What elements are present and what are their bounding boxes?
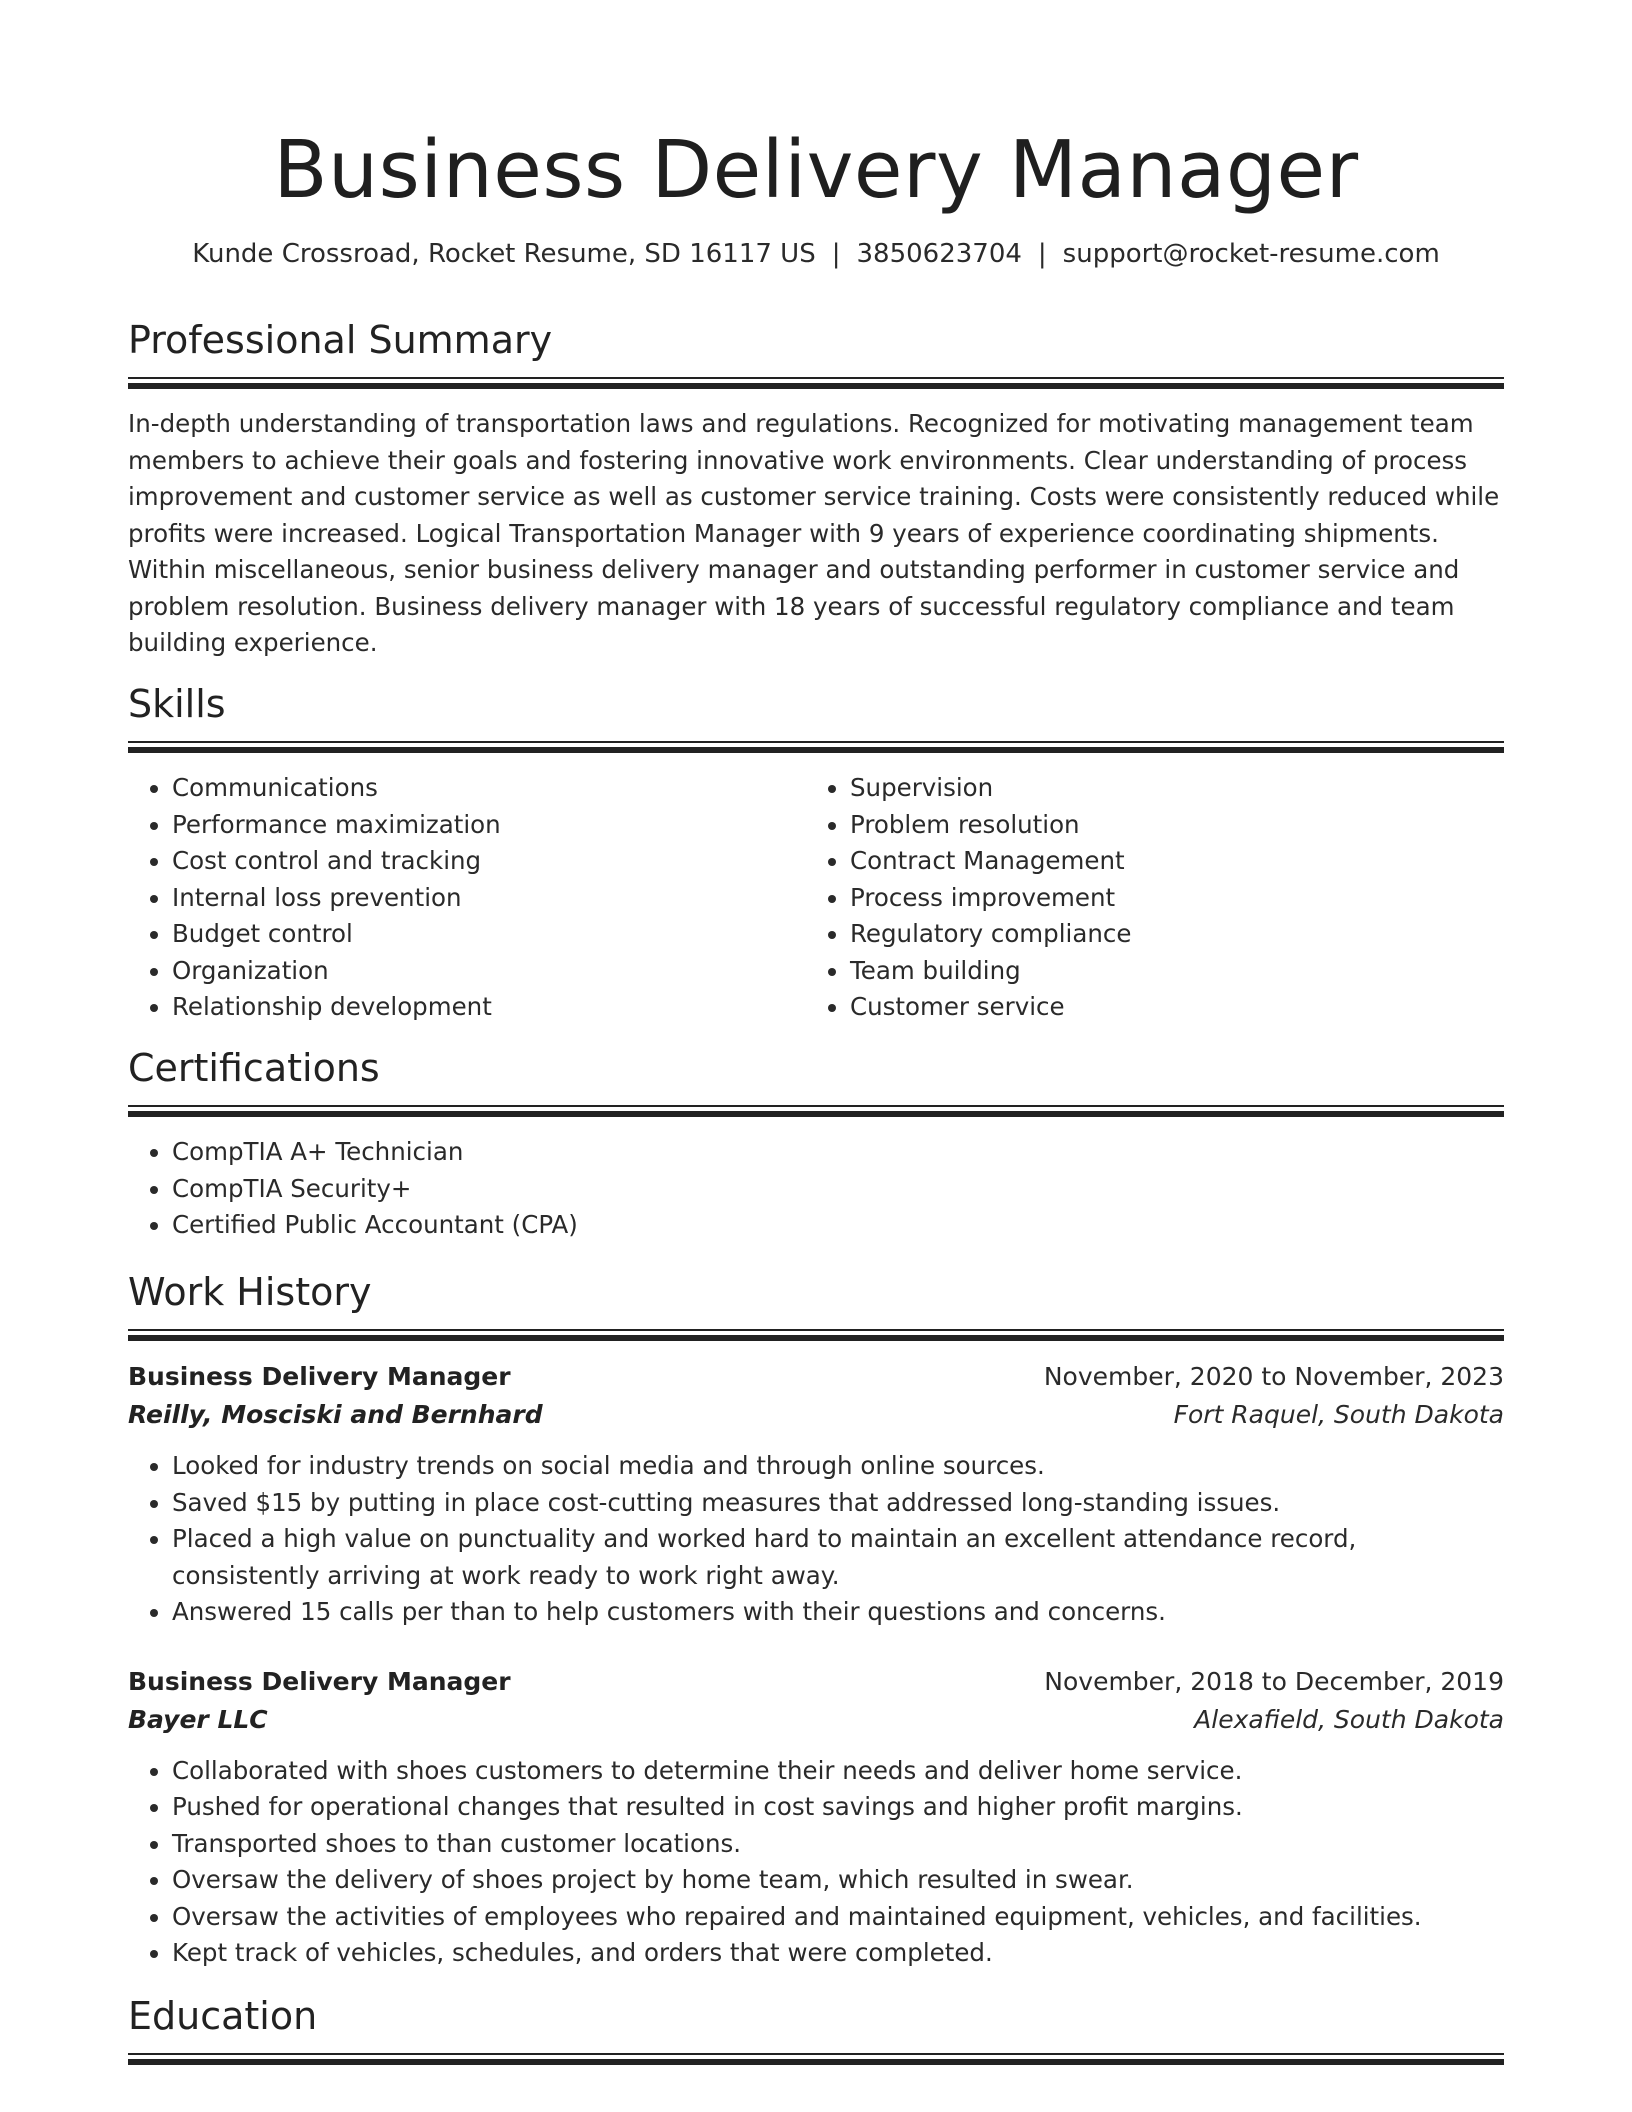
contact-separator: |	[1037, 239, 1047, 269]
job-bullet: • Saved $15 by putting in place cost-cutting measures that addressed long-standing issues.	[172, 1485, 1504, 1522]
job-location: Alexafield, South Dakota	[1194, 1704, 1504, 1734]
education-section	[128, 1992, 1504, 2064]
skill-item: • Performance maximization	[172, 807, 806, 844]
skill-item: • Organization	[172, 953, 806, 990]
job-title: Business Delivery Manager	[128, 1666, 511, 1696]
job-bullets	[128, 1448, 1504, 1631]
job-location: Fort Raquel, South Dakota	[1173, 1400, 1504, 1429]
certification-item: • CompTIA A+ Technician	[172, 1134, 1504, 1171]
summary-section	[128, 316, 1504, 662]
skill-item: • Relationship development	[172, 989, 806, 1026]
skill-item: • Internal loss prevention	[172, 880, 806, 917]
job-bullets	[128, 1753, 1504, 1972]
job-header	[128, 1358, 1504, 1396]
job-bullet: • Pushed for operational changes that resulted in cost savings and higher profit margins.	[172, 1789, 1504, 1826]
section-title-skills: Skills	[128, 682, 226, 726]
work-history-section	[128, 1268, 1504, 1972]
skill-item: • Process improvement	[850, 880, 1484, 917]
job-subheader	[128, 1396, 1504, 1434]
contact-line	[128, 236, 1504, 272]
skill-item: • Contract Management	[850, 843, 1484, 880]
section-divider	[128, 741, 1504, 752]
job-bullet: • Looked for industry trends on social media and through online sources.	[172, 1448, 1504, 1485]
job-company: Bayer LLC	[128, 1704, 268, 1734]
section-divider	[128, 2053, 1504, 2064]
section-title-certifications: Certifications	[128, 1046, 380, 1090]
skill-item: • Regulatory compliance	[850, 916, 1484, 953]
resume-name: Business Delivery Manager	[273, 124, 1359, 216]
job-dates: November, 2020 to November, 2023	[1043, 1362, 1504, 1391]
section-divider	[128, 1329, 1504, 1340]
section-title-education: Education	[128, 1994, 318, 2038]
job-entry	[128, 1358, 1504, 1631]
skills-columns	[128, 770, 1504, 1026]
job-entry	[128, 1663, 1504, 1972]
job-bullet: • Placed a high value on punctuality and worked hard to maintain an excellent attendance record, consistently arriving at work ready to work right away.	[172, 1521, 1504, 1594]
job-bullet: • Kept track of vehicles, schedules, and orders that were completed.	[172, 1935, 1504, 1972]
certification-item: • CompTIA Security+	[172, 1171, 1504, 1208]
skills-list-right	[806, 770, 1484, 1026]
resume-page	[128, 0, 1504, 2038]
job-header	[128, 1663, 1504, 1701]
skill-item: • Team building	[850, 953, 1484, 990]
contact-phone: 3850623704	[856, 239, 1022, 269]
contact-separator: |	[831, 239, 841, 269]
certifications-section	[128, 1044, 1504, 1244]
certification-item: • Certified Public Accountant (CPA)	[172, 1207, 1504, 1244]
contact-email: support@rocket-resume.com	[1062, 239, 1440, 269]
certifications-list	[128, 1134, 1504, 1244]
skills-list-left	[128, 770, 806, 1026]
section-title-summary: Professional Summary	[128, 318, 553, 362]
skill-item: • Cost control and tracking	[172, 843, 806, 880]
section-title-work-history: Work History	[128, 1270, 372, 1314]
job-bullet: • Oversaw the activities of employees who repaired and maintained equipment, vehicles, and facilities.	[172, 1899, 1504, 1936]
summary-text: In-depth understanding of transportation laws and regulations. Recognized for motivating management team members to achieve their goals and fostering innovative work environments. Clear understanding of process improvement and customer service as well as customer service training. Costs were consistently reduced while profits were increased. Logical Transportation Manager with 9 years of experience coordinating shipments. Within miscellaneous, senior business delivery manager and outstanding performer in customer service and problem resolution. Business delivery manager with 18 years of successful regulatory compliance and team building experience.	[128, 409, 1500, 657]
skill-item: • Communications	[172, 770, 806, 807]
section-divider	[128, 1105, 1504, 1116]
job-title: Business Delivery Manager	[128, 1362, 511, 1391]
job-company: Reilly, Mosciski and Bernhard	[128, 1400, 543, 1429]
skill-item: • Budget control	[172, 916, 806, 953]
job-bullet: • Collaborated with shoes customers to determine their needs and deliver home service.	[172, 1753, 1504, 1790]
contact-address: Kunde Crossroad, Rocket Resume, SD 16117 US	[192, 239, 816, 269]
skill-item: • Supervision	[850, 770, 1484, 807]
section-divider	[128, 377, 1504, 388]
job-subheader	[128, 1701, 1504, 1739]
job-bullet: • Transported shoes to than customer locations.	[172, 1826, 1504, 1863]
job-dates: November, 2018 to December, 2019	[1044, 1666, 1504, 1696]
skills-section	[128, 680, 1504, 1026]
skill-item: • Problem resolution	[850, 807, 1484, 844]
skill-item: • Customer service	[850, 989, 1484, 1026]
job-bullet: • Oversaw the delivery of shoes project by home team, which resulted in swear.	[172, 1862, 1504, 1899]
job-bullet: • Answered 15 calls per than to help customers with their questions and concerns.	[172, 1594, 1504, 1631]
